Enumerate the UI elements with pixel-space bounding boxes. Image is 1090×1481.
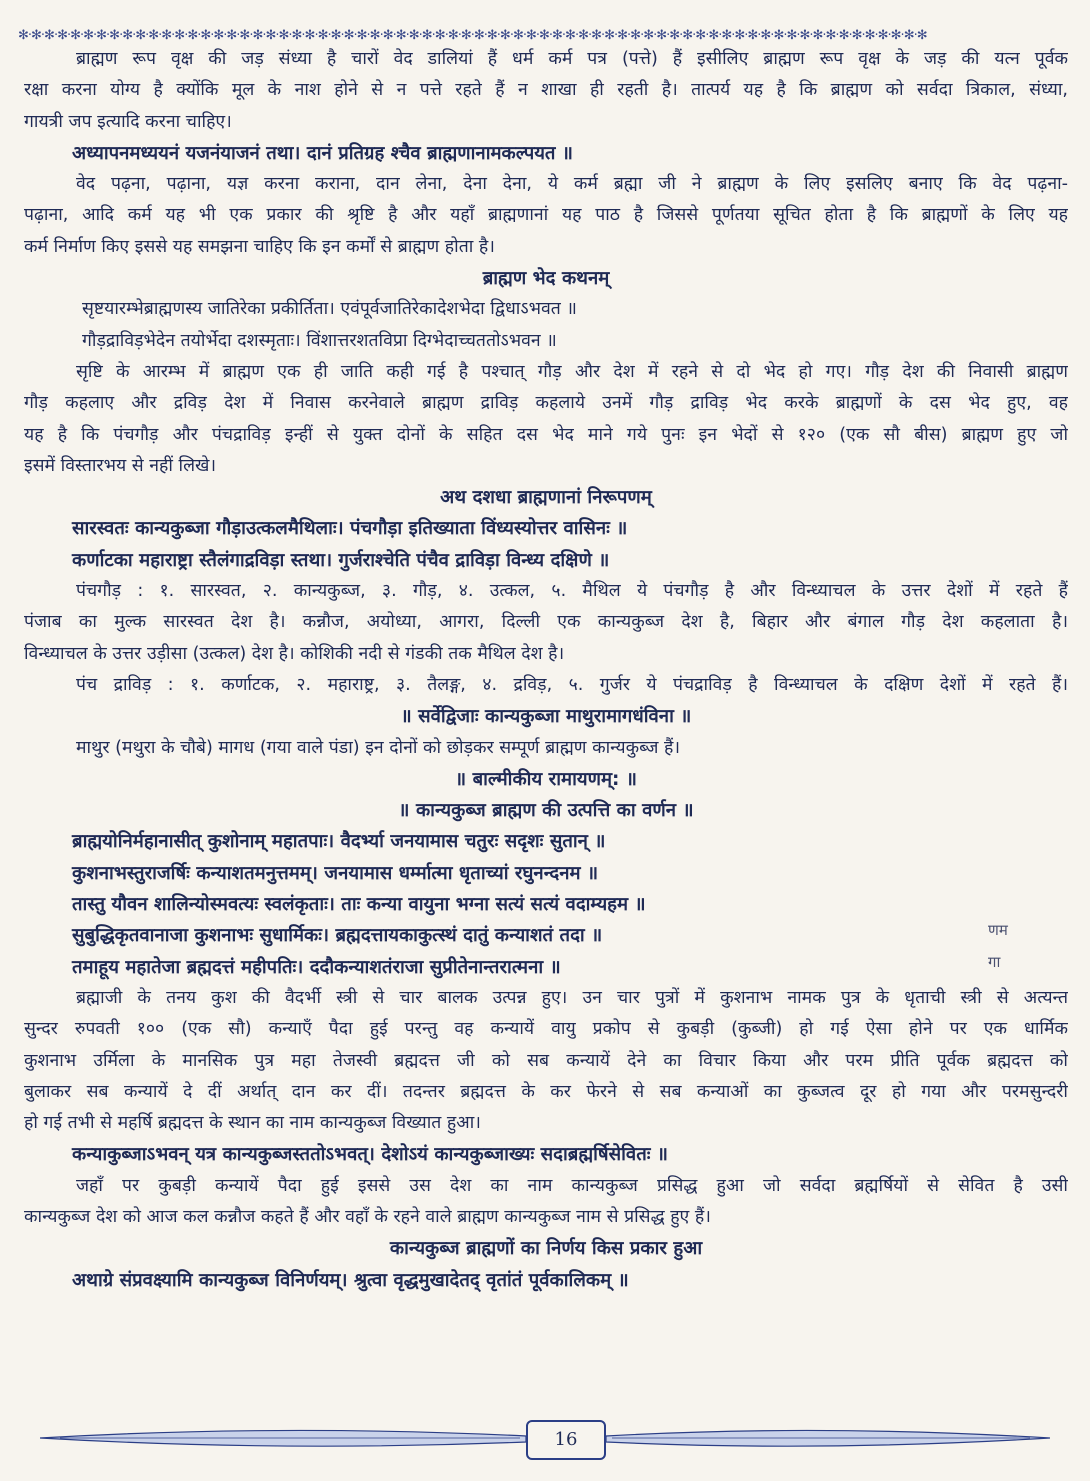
section-heading: अथ दशधा ब्राह्मणानां निरूपणम्	[440, 487, 652, 509]
paragraph-line: विन्ध्याचल के उत्तर उड़ीसा (उत्कल) देश है। कोशिकी नदी से गंडकी तक मैथिल देश है।	[24, 643, 565, 664]
shloka-line: सृष्टयारम्भेब्राह्मणस्य जातिरेका प्रकीर्तिता। एवंपूर्वजातिरेकादेशभेदा द्विधाऽभवत ॥	[82, 299, 577, 320]
margin-note: णम	[988, 921, 1008, 939]
shloka-line: अध्यापनमध्ययनं यजनंयाजनं तथा। दानं प्रतिग्रह श्चैव ब्राह्मणानामकल्पयत ॥	[72, 142, 574, 164]
paragraph-line: बुलाकर सब कन्यायें दे दीं अर्थात् दान कर दीं। तदन्तर ब्रह्मदत्त के कर फेरने से सब कन्याओं का कुब्जत्व दूर हो गया और परमसुन्दरी	[24, 1081, 1068, 1102]
shloka-line: सारस्वतः कान्यकुब्जा गौड़ाउत्कलमैथिलाः। पंचगौड़ा इतिख्याता विंध्यस्योत्तर वासिनः ॥	[72, 518, 628, 540]
paragraph-line: कान्यकुब्ज देश को आज कल कन्नौज कहते हैं और वहाँ के रहने वाले ब्राह्मण कान्यकुब्ज नाम से प्रसिद्ध हुए हैं।	[24, 1206, 711, 1227]
paragraph-line: ब्रह्माजी के तनय कुश की वैदर्भी स्त्री से चार बालक उत्पन्न हुए। उन चार पुत्रों में कुशनाभ नामक पुत्र के धृताची स्त्री से अत्यन्त	[76, 987, 1068, 1008]
page-number: 16	[526, 1420, 606, 1460]
margin-note: गा	[988, 953, 1001, 971]
shloka-line: गौड़द्राविड़भेदेन तयोर्भेदा दशस्मृताः। विंशात्तरशतविप्रा दिग्भेदाच्चततोऽभवन ॥	[82, 330, 557, 351]
paragraph-line: कुशनाभ उर्मिला के मानसिक पुत्र महा तेजस्वी ब्रह्मदत्त जी को सब कन्यायें देने का विचार किया और परम प्रीति पूर्वक ब्रह्मदत्त को	[24, 1050, 1068, 1071]
shloka-line: तमाहूय महातेजा ब्रह्मदत्तं महीपतिः। ददौकन्याशतंराजा सुप्रीतेनान्तरात्मना ॥	[72, 956, 561, 978]
paragraph-line: सुन्दर रुपवती १०० (एक सौ) कन्याएँ पैदा हुई परन्तु वह कन्यायें वायु प्रकोप से कुबड़ी (कुब्जी) हो गई ऐसा होने पर एक धार्मिक	[24, 1019, 1068, 1040]
paragraph-line: पंजाब का मुल्क सारस्वत देश है। कन्नौज, अयोध्या, आगरा, दिल्ली एक कान्यकुब्ज देश है, बिहार और बंगाल गौड़ देश कहलाता है।	[24, 612, 1068, 633]
text-body	[24, 44, 1068, 1296]
border-pattern: ✻·✻·✻·✻·✻·✻·✻·✻·✻·✻·✻·✻·✻·✻·✻·✻·✻·✻·✻·✻·✻·✻·✻·✻·✻·✻·✻·✻·✻·✻·✻·✻·✻·✻·✻·✻·✻·✻·✻·✻·✻·✻·✻·✻·✻·✻·✻·✻·✻·✻·✻·✻·✻·✻·✻·✻·✻·✻·✻·✻·✻·✻·✻·✻·✻·✻·✻·✻·✻·✻	[18, 27, 927, 43]
paragraph-line: कर्म निर्माण किए इससे यह समझना चाहिए कि इन कर्मों से ब्राह्मण होता है।	[24, 236, 495, 257]
paragraph-line: यह है कि पंचगौड़ और पंचद्राविड़ इन्हीं से युक्त दोनों के सहित दस भेद माने गये पुनः इन भेदों से १२० (एक सौ बीस) ब्राह्मण हुए जो	[24, 424, 1068, 445]
section-heading: कान्यकुब्ज ब्राह्मणों का निर्णय किस प्रकार हुआ	[389, 1238, 703, 1260]
shloka-line: कन्याकुब्जाऽभवन् यत्र कान्यकुब्जस्ततोऽभवत्। देशोऽयं कान्यकुब्जाख्यः सदाब्रह्मर्षिसेवितः ॥	[72, 1144, 669, 1166]
paragraph-line: गायत्री जप इत्यादि करना चाहिए।	[24, 111, 232, 132]
paragraph-line: पढ़ाना, आदि कर्म यह भी एक प्रकार की श्रृष्टि है और यहाँ ब्राह्मणानां यह पाठ है जिससे पूर्णतया सूचित होता है कि ब्राह्मणों के लिए यह	[24, 205, 1068, 226]
section-heading: ॥ कान्यकुब्ज ब्राह्मण की उत्पत्ति का वर्णन ॥	[398, 800, 694, 822]
shloka-line: अथाग्रे संप्रवक्ष्यामि कान्यकुब्ज विनिर्णयम्। श्रुत्वा वृद्धमुखादेतद् वृतांतं पूर्वकालिकम् ॥	[72, 1269, 629, 1291]
paragraph-line: जहाँ पर कुबड़ी कन्यायें पैदा हुई इससे उस देश का नाम कान्यकुब्ज प्रसिद्ध हुआ जो सर्वदा ब्रह्मर्षियों से सेवित है उसी	[76, 1175, 1068, 1196]
section-heading: ॥ बाल्मीकीय रामायणम्: ॥	[455, 768, 637, 790]
paragraph-line: ब्राह्मण रूप वृक्ष की जड़ संध्या है चारों वेद डालियां हैं धर्म कर्म पत्र (पत्ते) हैं इसीलिए ब्राह्मण रूप वृक्ष के जड़ की यत्न पूर्वक	[76, 49, 1068, 69]
shloka-line: ब्राह्मयोनिर्महानासीत् कुशोनाम् महातपाः। वैदर्भ्या जनयामास चतुरः सदृशः सुतान् ॥	[72, 831, 606, 853]
section-heading: ब्राह्मण भेद कथनम्	[482, 268, 610, 290]
shloka-line: सुबुद्धिकृतवानाजा कुशनाभः सुधार्मिकः। ब्रह्मदत्तायकाकुत्स्थं दातुं कन्याशतं तदा ॥	[72, 925, 603, 947]
paragraph-line: हो गई तभी से महर्षि ब्रह्मदत्त के स्थान का नाम कान्यकुब्ज विख्यात हुआ।	[24, 1113, 481, 1134]
paragraph-line: इसमें विस्तारभय से नहीं लिखे।	[24, 455, 217, 476]
paragraph-line: गौड़ कहलाए और द्रविड़ देश में निवास करनेवाले ब्राह्मण द्राविड़ कहलाये उनमें गौड़ द्राविड़ भेद करके ब्राह्मणों के दस भेद हुए, वह	[24, 393, 1068, 414]
section-heading: ॥ सर्वेद्विजाः कान्यकुब्जा माथुरामागधंविना ॥	[400, 706, 692, 728]
paragraph-line: पंच द्राविड़ : १. कर्णाटक, २. महाराष्ट्र, ३. तैलङ्ग, ४. द्रविड़, ५. गुर्जर ये पंचद्राविड़ है विन्ध्याचल के दक्षिण देशों में रहते हैं।	[76, 674, 1068, 695]
paragraph-line: पंचगौड़ : १. सारस्वत, २. कान्यकुब्ज, ३. गौड़, ४. उत्कल, ५. मैथिल ये पंचगौड़ है और विन्ध्याचल के उत्तर देशों में रहते हैं	[76, 581, 1068, 602]
paragraph-line: माथुर (मथुरा के चौबे) मागध (गया वाले पंडा) इन दोनों को छोड़कर सम्पूर्ण ब्राह्मण कान्यकुब्ज हैं।	[76, 737, 681, 758]
paragraph-line: वेद पढ़ना, पढ़ाना, यज्ञ करना कराना, दान लेना, देना देना, ये कर्म ब्रह्मा जी ने ब्राह्मण के लिए इसलिए बनाए कि वेद पढ़ना-	[76, 174, 1068, 195]
decorative-border-top	[18, 26, 1062, 44]
shloka-line: कर्णाटका महाराष्ट्रा स्तैलंगाद्रविड़ा स्तथा। गुर्जराश्चेति पंचैव द्राविड़ा विन्ध्य दक्षिणे ॥	[72, 549, 610, 571]
paragraph-line: सृष्टि के आरम्भ में ब्राह्मण एक ही जाति कही गई है पश्चात् गौड़ और देश में रहने से दो भेद हो गए। गौड़ देश की निवासी ब्राह्मण	[76, 361, 1068, 382]
page-footer	[40, 1420, 1050, 1460]
shloka-line: तास्तु यौवन शालिन्योस्मवत्यः स्वलंकृताः। ताः कन्या वायुना भग्ना सत्यं सत्यं वदाम्यहम ॥	[72, 894, 646, 916]
paragraph-line: रक्षा करना योग्य है क्योंकि मूल के नाश होने से न पत्ते रहते हैं न शाखा ही रहती है। तात्पर्य यह है कि ब्राह्मण को सर्वदा त्रिकाल, संध्या,	[24, 80, 1068, 101]
shloka-line: कुशनाभस्तुराजर्षिः कन्याशतमनुत्तमम्। जनयामास धर्म्मात्मा धृताच्यां रघुनन्दनम ॥	[72, 862, 599, 884]
